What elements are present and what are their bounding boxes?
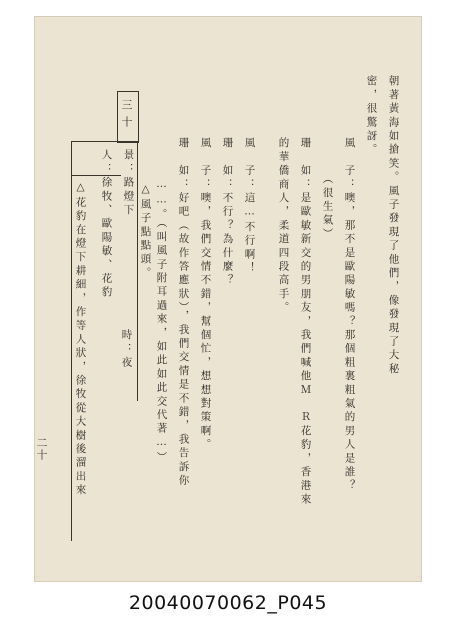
text-line: 珊 如：好吧（故作答應狀），我們交情是不錯，我告訴你 <box>177 137 190 488</box>
scene-frame-line <box>71 141 137 142</box>
time-label: 時：夜 <box>120 329 133 371</box>
text-line: 風 子：噢，我們交情不錯，幫個忙，想想對策啊。 <box>199 137 212 453</box>
text-line: 密，很驚訝。 <box>365 75 378 158</box>
text-line: 珊 如：不行？為什麼？ <box>221 137 234 288</box>
scene-label: 景：路燈下 <box>122 149 135 218</box>
page-number: 二十 <box>35 437 48 461</box>
text-line: 的華僑商人，柔道四段高手。 <box>277 137 290 316</box>
scene-frame-line <box>71 141 72 541</box>
scene-number: 三十 <box>120 99 133 133</box>
characters-line: 人：徐牧、歐陽敏、花豹 <box>100 149 113 300</box>
image-caption: 20040070062_P045 <box>128 592 328 614</box>
text-line: ……。（叫風子附耳過來，如此如此交代著…） <box>155 137 168 466</box>
text-line: 朝著黃海如搶笑。風子發現了他們，像發現了大秘 <box>387 75 400 377</box>
text-line: 風 子：這…不行啊！ <box>243 137 256 276</box>
script-page <box>34 16 422 582</box>
scene-frame-line <box>71 175 121 176</box>
text-line: 風 子：噢，那不是歐陽敏嗎？那個粗裏粗氣的男人是誰？ <box>343 137 356 494</box>
text-line: （很生氣） <box>321 137 334 242</box>
scene-frame-line <box>137 141 138 401</box>
stage-direction: △花豹在燈下耕細，作等人狀，徐牧從大樹後溜出來 <box>74 181 87 498</box>
text-line: 珊 如：是歐敏新交的男朋友，我們喊他Ｍ Ｒ花豹，香港來 <box>299 137 312 507</box>
text-line: △風子點點頭。 <box>139 183 152 281</box>
